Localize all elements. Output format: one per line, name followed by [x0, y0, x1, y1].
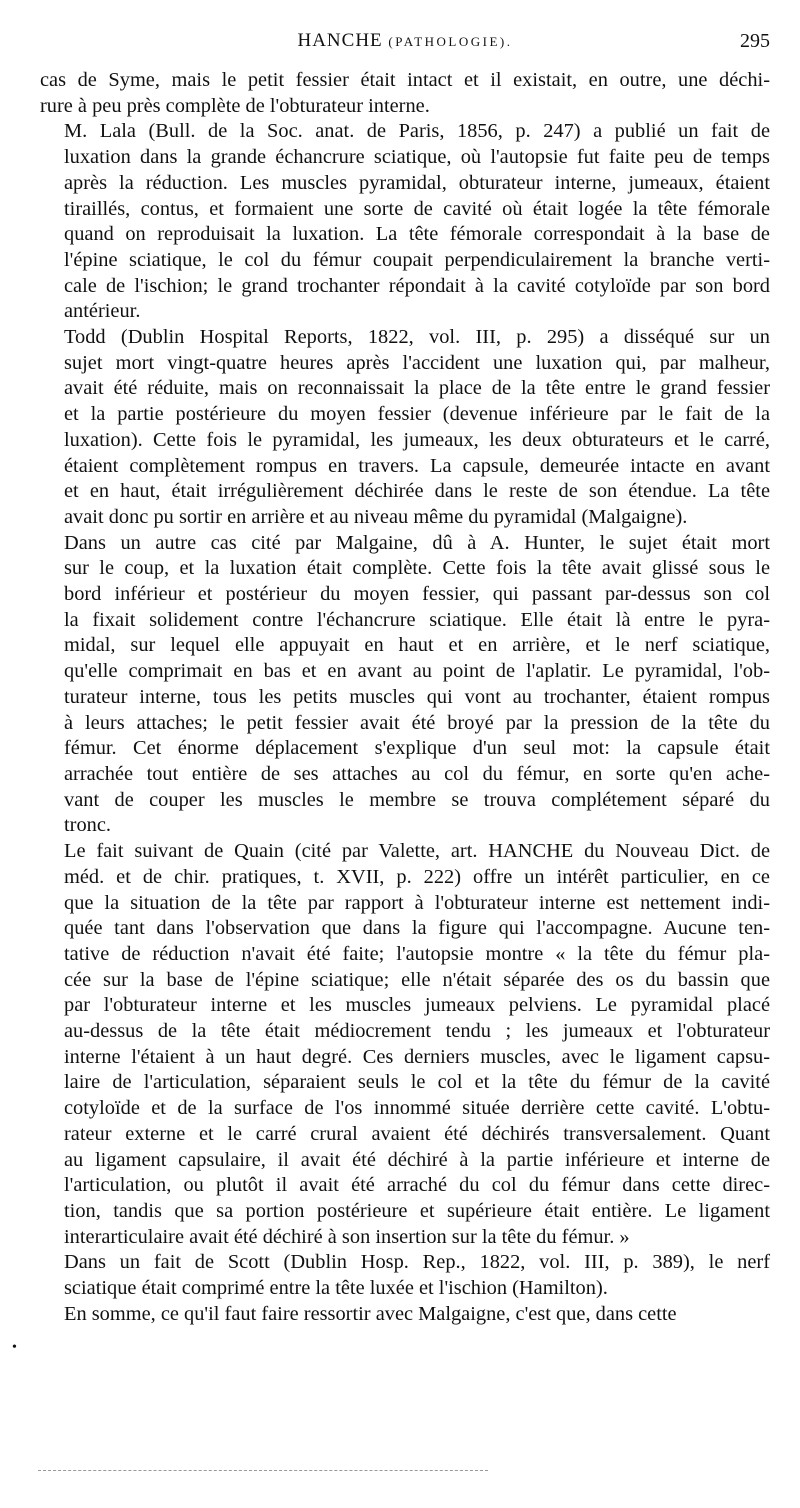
text-line: laire de l'articulation, séparaient seuls le col et la tête du fémur de la cavité: [64, 1071, 770, 1094]
text-line: méd. et de chir. pratiques, t. XVII, p. 222) offre un intérêt particulier, en ce: [64, 865, 770, 888]
text-line: sujet mort vingt-quatre heures après l'accident une luxation qui, par malheur,: [64, 351, 770, 374]
text-line: Dans un fait de Scott (Dublin Hosp. Rep., 1822, vol. III, p. 389), le nerf: [64, 1251, 770, 1274]
text-line: turateur interne, tous les petits muscles qui vont au trochanter, étaient rompus: [64, 685, 770, 708]
text-line: antérieur.: [64, 300, 141, 323]
text-line: luxation). Cette fois le pyramidal, les jumeaux, les deux obturateurs et le carré,: [64, 428, 770, 451]
text-line: quand on reproduisait la luxation. La tête fémorale correspondait à la base de: [64, 223, 770, 246]
text-line: Dans un autre cas cité par Malgaine, dû à A. Hunter, le sujet était mort: [64, 531, 770, 554]
body-text: [40, 68, 770, 1327]
text-line: que la situation de la tête par rapport à l'obturateur interne est nettement indi-: [64, 891, 770, 914]
text-line: avait été réduite, mais on reconnaissait la place de la tête entre le grand fessier: [64, 377, 770, 400]
text-line: l'articulation, ou plutôt il avait été arraché du col du fémur dans cette direc-: [64, 1174, 770, 1197]
paragraph: [40, 325, 770, 531]
text-line: rateur externe et le carré crural avaient été déchirés transversalement. Quant: [64, 1122, 770, 1145]
text-line: et la partie postérieure du moyen fessier (devenue inférieure par le fait de la: [64, 403, 770, 426]
text-line: au-dessus de la tête était médiocrement tendu ; les jumeaux et l'obturateur: [64, 1020, 770, 1043]
running-header: [40, 30, 770, 56]
running-head-title: [40, 30, 770, 52]
running-head-main: HANCHE: [297, 30, 383, 51]
text-line: cée sur la base de l'épine sciatique; elle n'était séparée des os du bassin que: [64, 968, 770, 991]
running-head-sub: (PATHOLOGIE).: [388, 34, 513, 49]
text-line: luxation dans la grande échancrure sciatique, où l'autopsie fut faite peu de temps: [64, 146, 770, 169]
text-line: bord inférieur et postérieur du moyen fessier, qui passant par-dessus son col: [64, 583, 770, 606]
text-line: tion, tandis que sa portion postérieure et supérieure était entière. Le ligament: [64, 1199, 770, 1222]
text-line: cotyloïde et de la surface de l'os innommé située derrière cette cavité. L'obtu-: [64, 1097, 770, 1120]
text-line: avait donc pu sortir en arrière et au niveau même du pyramidal (Malgaigne).: [64, 505, 688, 528]
paragraph: [40, 531, 770, 839]
text-line: M. Lala (Bull. de la Soc. anat. de Paris, 1856, p. 247) a publié un fait de: [64, 120, 770, 143]
text-line: tative de réduction n'avait été faite; l'autopsie montre « la tête du fémur pla-: [64, 942, 770, 965]
text-line: quée tant dans l'observation que dans la figure qui l'accompagne. Aucune ten-: [64, 917, 770, 940]
text-line: au ligament capsulaire, il avait été déchiré à la partie inférieure et interne de: [64, 1148, 770, 1171]
text-line: sur le coup, et la luxation était complète. Cette fois la tête avait glissé sous le: [64, 557, 770, 580]
text-line: sciatique était comprimé entre la tête luxée et l'ischion (Hamilton).: [64, 1277, 608, 1300]
text-line: tronc.: [64, 814, 111, 837]
margin-mark: •: [12, 1340, 17, 1355]
text-line: En somme, ce qu'il faut faire ressortir avec Malgaigne, c'est que, dans cette: [64, 1302, 677, 1325]
text-line: arrachée tout entière de ses attaches au col du fémur, en sorte qu'en ache-: [64, 762, 770, 785]
text-line: tiraillés, contus, et formaient une sorte de cavité où était logée la tête fémorale: [64, 197, 770, 220]
text-line: fémur. Cet énorme déplacement s'explique d'un seul mot: la capsule était: [64, 737, 770, 760]
text-line: interne l'étaient à un haut degré. Ces derniers muscles, avec le ligament capsu-: [64, 1045, 770, 1068]
text-line: à leurs attaches; le petit fessier avait été broyé par la pression de la tête du: [64, 711, 770, 734]
text-line: rure à peu près complète de l'obturateur interne.: [40, 94, 430, 117]
text-line: cale de l'ischion; le grand trochanter répondait à la cavité cotyloïde par son bord: [64, 274, 770, 297]
paragraph: [40, 1250, 770, 1301]
text-line: Todd (Dublin Hospital Reports, 1822, vol. III, p. 295) a disséqué sur un: [64, 326, 770, 349]
paragraph: [40, 119, 770, 325]
text-line: interarticulaire avait été déchiré à son insertion sur la tête du fémur. »: [64, 1225, 630, 1248]
text-line: cas de Syme, mais le petit fessier était intact et il existait, en outre, une déchi-: [40, 69, 770, 91]
paragraph: [40, 839, 770, 1250]
page-number: 295: [740, 30, 770, 52]
text-line: l'épine sciatique, le col du fémur coupait perpendiculairement la branche verti-: [64, 248, 770, 271]
text-line: et en haut, était irrégulièrement déchirée dans le reste de son étendue. La tête: [64, 480, 770, 503]
paragraph: [40, 68, 770, 119]
text-line: Le fait suivant de Quain (cité par Valette, art. HANCHE du Nouveau Dict. de: [64, 840, 770, 863]
paragraph: [40, 1302, 770, 1328]
bottom-rule: [38, 1470, 488, 1471]
text-line: étaient complètement rompus en travers. La capsule, demeurée intacte en avant: [64, 454, 770, 477]
text-line: midal, sur lequel elle appuyait en haut et en arrière, et le nerf sciatique,: [64, 634, 770, 657]
text-line: qu'elle comprimait en bas et en avant au point de l'aplatir. Le pyramidal, l'ob-: [64, 660, 770, 683]
text-line: après la réduction. Les muscles pyramidal, obturateur interne, jumeaux, étaient: [64, 171, 770, 194]
text-line: la fixait solidement contre l'échancrure sciatique. Elle était là entre le pyra-: [64, 608, 770, 631]
text-line: vant de couper les muscles le membre se trouva complétement séparé du: [64, 788, 770, 811]
text-line: par l'obturateur interne et les muscles jumeaux pelviens. Le pyramidal placé: [64, 994, 770, 1017]
